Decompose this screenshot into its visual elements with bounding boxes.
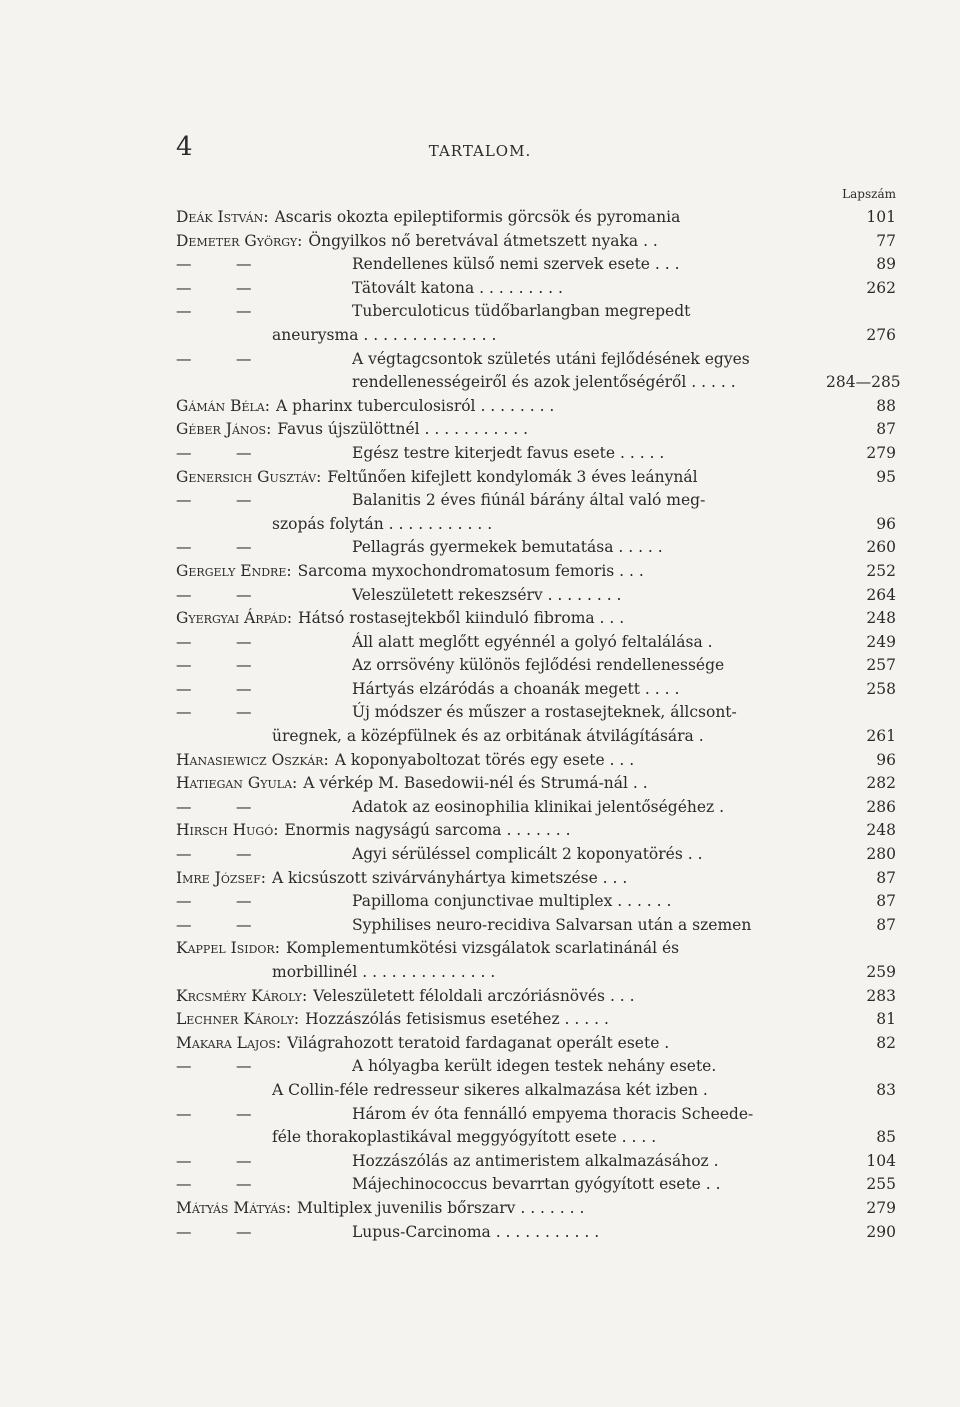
entry-title: A pharinx tuberculosisról . . . . . . . . [276, 396, 555, 415]
ditto-dash: — [236, 278, 252, 297]
toc-entry [176, 985, 896, 1009]
entry-page-number: 88 [876, 396, 896, 415]
entry-page-number: 261 [866, 727, 896, 746]
entry-title: Rendellenes külső nemi szervek esete . . . [352, 255, 680, 274]
ditto-dash: — [236, 585, 252, 604]
toc-entry [176, 489, 896, 513]
entry-page-number: 276 [866, 325, 896, 344]
author-separator: : [273, 821, 279, 840]
entry-page-number: 282 [866, 774, 896, 793]
entry-page-number: 95 [876, 467, 896, 486]
author-separator: : [301, 986, 308, 1005]
entry-page-number: 283 [866, 986, 896, 1005]
entry-page-number: 249 [866, 632, 896, 651]
toc-entry [176, 937, 896, 961]
entry-page-number: 77 [876, 231, 896, 250]
entry-page-number: 96 [876, 750, 896, 769]
toc-entry [176, 1221, 896, 1245]
entry-title: A kicsúszott szivárványhártya kimetszése . . . [271, 868, 628, 887]
toc-entry [176, 654, 896, 678]
ditto-dash: — [236, 443, 252, 462]
entry-title: morbillinél . . . . . . . . . . . . . . [272, 963, 496, 981]
author-separator: : [323, 750, 329, 769]
toc-entry [176, 796, 896, 820]
ditto-dash: — [176, 302, 192, 321]
toc-entry [176, 584, 896, 608]
author-separator: : [292, 774, 298, 793]
author-separator: : [263, 208, 269, 226]
entry-page-number: 286 [866, 797, 896, 816]
entry-author: Krcsméry Károly [176, 986, 302, 1005]
entry-title: Veleszületett rekeszsérv . . . . . . . . [352, 585, 622, 604]
ditto-dash: — [236, 797, 252, 816]
ditto-dash: — [176, 585, 192, 604]
ditto-dash: — [236, 845, 252, 864]
entry-page-number: 258 [866, 679, 896, 698]
entry-title: A hólyagba került idegen testek nehány esete. [352, 1057, 717, 1076]
entry-author: Gámán Béla [176, 396, 265, 415]
ditto-dash: — [236, 349, 252, 368]
author-separator: : [260, 868, 266, 887]
ditto-dash: — [176, 538, 192, 557]
entry-title: Ascaris okozta epileptiformis görcsök és pyromania [274, 208, 681, 226]
entry-author: Genersich Gusztáv [176, 467, 317, 486]
toc-entry [176, 324, 896, 348]
entry-title: Három év óta fennálló empyema thoracis Scheede- [352, 1104, 754, 1123]
entry-title: Multiplex juvenilis bőrszarv . . . . . . . [297, 1198, 585, 1217]
toc-entry [176, 513, 896, 537]
ditto-dash: — [236, 1057, 252, 1076]
author-separator: : [266, 420, 272, 439]
entry-author: Mátyás Mátyás [176, 1198, 286, 1217]
ditto-dash: — [176, 1151, 192, 1170]
toc-entry [176, 1126, 896, 1150]
entry-title: Világrahozott teratoid fardaganat operált esete . [287, 1033, 670, 1052]
entry-page-number: 87 [876, 868, 896, 887]
entry-page-number: 248 [866, 821, 896, 840]
entry-title: Adatok az eosinophilia klinikai jelentőségéhez . [352, 797, 725, 816]
toc-entry [176, 1197, 896, 1221]
running-head: TARTALOM. [428, 142, 532, 160]
entry-title: A vérkép M. Basedowii-nél és Strumá-nál . . [303, 774, 648, 793]
entry-title: Sarcoma myxochondromatosum femoris . . . [297, 561, 644, 580]
toc-entry [176, 1032, 896, 1056]
toc-entry [176, 701, 896, 725]
entry-page-number: 290 [866, 1222, 896, 1241]
entry-title: Favus újszülöttnél . . . . . . . . . . . [277, 420, 529, 439]
toc-entry [176, 1103, 896, 1127]
ditto-dash: — [176, 1104, 192, 1123]
ditto-dash: — [176, 703, 192, 722]
ditto-dash: — [176, 797, 192, 816]
toc-entry [176, 1079, 896, 1103]
author-separator: : [316, 467, 322, 486]
entry-page-number: 89 [876, 255, 896, 274]
toc-entry [176, 395, 896, 419]
ditto-dash: — [176, 892, 192, 911]
column-label: Lapszám [842, 187, 896, 201]
ditto-dash: — [176, 491, 192, 510]
author-separator: : [285, 1198, 292, 1217]
entry-title: Hátsó rostasejtekből kiinduló fibroma . . . [298, 609, 625, 628]
ditto-dash: — [176, 845, 192, 864]
entry-title: Pellagrás gyermekek bemutatása . . . . . [352, 538, 663, 557]
author-separator: : [286, 609, 293, 628]
author-separator: : [293, 1010, 300, 1029]
toc-entry [176, 371, 901, 395]
entry-page-number: 81 [876, 1010, 896, 1029]
entry-page-number: 252 [866, 561, 896, 580]
toc-entry [176, 230, 896, 254]
toc-entry [176, 277, 896, 301]
toc-entry [176, 819, 896, 843]
entry-author: Lechner Károly [176, 1010, 294, 1029]
entry-page-number: 96 [876, 514, 896, 533]
toc-entry [176, 867, 896, 891]
toc-entry [176, 749, 896, 773]
entry-page-number: 279 [866, 1198, 896, 1217]
entry-author: Imre József [176, 868, 261, 887]
toc-entry [176, 300, 896, 324]
entry-author: Demeter György [176, 231, 298, 250]
entry-title: A végtagcsontok születés utáni fejlődésének egyes [352, 349, 750, 368]
toc-entry [176, 536, 896, 560]
entry-page-number: 264 [866, 585, 896, 604]
entry-page-number: 260 [866, 538, 896, 557]
entry-title: Egész testre kiterjedt favus esete . . . . . [352, 443, 665, 462]
entry-page-number: 101 [866, 208, 896, 226]
entry-author: Hirsch Hugó [176, 821, 274, 840]
ditto-dash: — [236, 1175, 252, 1194]
toc-entry [176, 418, 896, 442]
toc-entry [176, 890, 896, 914]
toc-entry [176, 843, 896, 867]
entry-page-number: 255 [866, 1175, 896, 1194]
toc-entry [176, 206, 896, 230]
toc-entry [176, 442, 896, 466]
entry-author: Deák István [176, 208, 264, 226]
toc-entry [176, 961, 896, 985]
toc-entry [176, 1150, 896, 1174]
entry-title: Komplementumkötési vizsgálatok scarlatinánál és [285, 939, 680, 958]
ditto-dash: — [236, 656, 252, 675]
ditto-dash: — [236, 1151, 252, 1170]
entry-page-number: 87 [876, 892, 896, 911]
entry-author: Kappel Isidor [176, 939, 275, 958]
entry-page-number: 279 [866, 443, 896, 462]
ditto-dash: — [236, 703, 252, 722]
entry-page-number: 85 [876, 1128, 896, 1147]
entry-page-number: 87 [876, 420, 896, 439]
ditto-dash: — [236, 679, 252, 698]
table-of-contents [176, 206, 901, 1244]
ditto-dash: — [236, 491, 252, 510]
entry-title: Lupus-Carcinoma . . . . . . . . . . . [352, 1222, 600, 1241]
entry-title: Agyi sérüléssel complicált 2 koponyatörés . . [352, 845, 703, 864]
entry-title: szopás folytán . . . . . . . . . . . [272, 514, 493, 533]
toc-entry [176, 253, 896, 277]
toc-entry [176, 772, 896, 796]
ditto-dash: — [236, 255, 252, 274]
entry-author: Makara Lajos [176, 1033, 276, 1052]
ditto-dash: — [176, 1222, 192, 1241]
toc-entry [176, 631, 896, 655]
entry-author: Gergely Endre [176, 561, 287, 580]
entry-title: Syphilises neuro-recidiva Salvarsan után a szemen [352, 915, 752, 934]
ditto-dash: — [176, 443, 192, 462]
ditto-dash: — [236, 302, 252, 321]
entry-title: Hozzászólás fetisismus esetéhez . . . . . [305, 1010, 609, 1029]
toc-entry [176, 914, 896, 938]
entry-title: Öngyilkos nő beretvával átmetszett nyaka . . [308, 231, 658, 250]
entry-title: Tätovált katona . . . . . . . . . [352, 278, 563, 297]
entry-title: A koponyaboltozat törés egy esete . . . [334, 750, 635, 769]
toc-entry [176, 560, 896, 584]
entry-title: féle thorakoplastikával meggyógyított esete . . . . [272, 1128, 657, 1147]
entry-author: Hatiegan Gyula [176, 774, 293, 793]
entry-title: Hártyás elzáródás a choanák megett . . . . [352, 679, 680, 698]
ditto-dash: — [176, 1057, 192, 1076]
ditto-dash: — [176, 349, 192, 368]
entry-author: Hanasiewicz Oszkár [176, 750, 324, 769]
author-separator: : [275, 1033, 282, 1052]
entry-page-number: 248 [866, 609, 896, 628]
ditto-dash: — [176, 679, 192, 698]
toc-entry [176, 607, 896, 631]
entry-page-number: 262 [866, 278, 896, 297]
entry-page-number: 104 [866, 1151, 896, 1170]
entry-title: Papilloma conjunctivae multiplex . . . . . . [352, 892, 672, 911]
entry-page-number: 87 [876, 915, 896, 934]
toc-entry [176, 1008, 896, 1032]
toc-entry [176, 1173, 896, 1197]
ditto-dash: — [236, 915, 252, 934]
ditto-dash: — [176, 915, 192, 934]
entry-page-number: 280 [866, 845, 896, 864]
entry-author: Géber János [176, 420, 267, 439]
entry-title: Új módszer és műszer a rostasejteknek, állcsont- [352, 703, 737, 722]
author-separator: : [286, 561, 292, 580]
entry-author: Gyergyai Árpád [176, 609, 287, 628]
toc-entry [176, 348, 896, 372]
ditto-dash: — [176, 255, 192, 274]
entry-title: Enormis nagyságú sarcoma . . . . . . . [284, 821, 571, 840]
entry-title: A Collin-féle redresseur sikeres alkalmazása két izben . [272, 1080, 708, 1099]
ditto-dash: — [176, 1175, 192, 1194]
author-separator: : [264, 396, 270, 415]
ditto-dash: — [176, 632, 192, 651]
toc-entry [176, 466, 896, 490]
author-separator: : [297, 231, 303, 250]
entry-page-number: 83 [876, 1080, 896, 1099]
author-separator: : [274, 939, 280, 958]
ditto-dash: — [176, 278, 192, 297]
entry-title: rendellenességeiről és azok jelentőségéről . . . . . [352, 373, 736, 392]
ditto-dash: — [236, 1104, 252, 1123]
entry-title: Feltűnően kifejlett kondylomák 3 éves leánynál [327, 467, 698, 486]
ditto-dash: — [236, 632, 252, 651]
entry-title: Májechinococcus bevarrtan gyógyított esete . . [352, 1175, 721, 1194]
entry-title: Az orrsövény különös fejlődési rendellenessége [352, 656, 725, 675]
entry-page-number: 257 [866, 656, 896, 675]
page-number: 4 [176, 132, 193, 162]
toc-entry [176, 678, 896, 702]
entry-title: Tuberculoticus tüdőbarlangban megrepedt [352, 302, 691, 321]
entry-title: Veleszületett féloldali arczóriásnövés . . . [313, 986, 635, 1005]
entry-title: Áll alatt meglőtt egyénnél a golyó feltalálása . [352, 632, 713, 651]
entry-title: Hozzászólás az antimeristem alkalmazásához . [352, 1151, 719, 1170]
ditto-dash: — [236, 538, 252, 557]
toc-entry [176, 725, 896, 749]
entry-page-number: 82 [876, 1033, 896, 1052]
entry-title: aneurysma . . . . . . . . . . . . . . [272, 325, 497, 344]
ditto-dash: — [236, 1222, 252, 1241]
toc-entry [176, 1055, 896, 1079]
entry-page-number: 284—285 [826, 373, 901, 392]
ditto-dash: — [176, 656, 192, 675]
entry-title: Balanitis 2 éves fiúnál bárány által való meg- [352, 491, 706, 510]
entry-title: üregnek, a középfülnek és az orbitának átvilágítására . [272, 727, 704, 746]
entry-page-number: 259 [866, 963, 896, 981]
ditto-dash: — [236, 892, 252, 911]
